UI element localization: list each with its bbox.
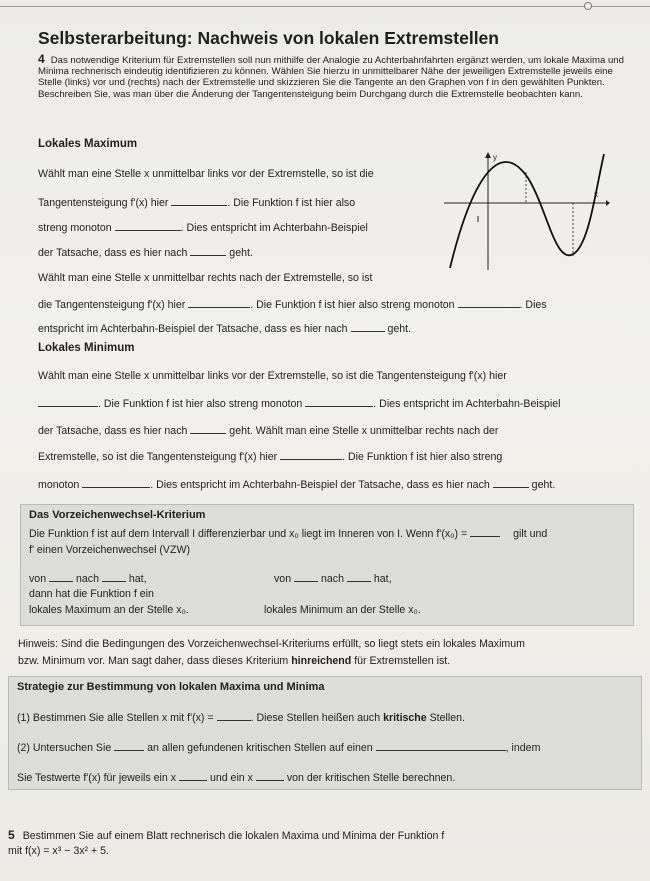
blank-min-slope-right[interactable] bbox=[280, 450, 342, 460]
minimum-line-5-c: geht. bbox=[531, 479, 556, 491]
vzw-line-5-right: lokales Minimum an der Stelle x₀. bbox=[264, 604, 421, 616]
blank-min-monotony-left[interactable] bbox=[305, 397, 373, 407]
strategy-step-2-b: an allen gefundenen kritischen Stellen auf einen bbox=[147, 742, 373, 754]
maximum-line-7-b: geht. bbox=[387, 323, 412, 335]
vzw-line-1 bbox=[29, 527, 547, 540]
strategy-box bbox=[8, 676, 642, 790]
blank-min-monotony-right[interactable] bbox=[82, 478, 150, 488]
blank-max-monotony-left[interactable] bbox=[115, 221, 181, 231]
minimum-line-3-a: der Tatsache, dass es hier nach bbox=[38, 425, 188, 437]
vzw-criterion-box bbox=[20, 504, 634, 626]
blank-criterion-name[interactable] bbox=[376, 741, 506, 751]
vzw-line-1-a: Die Funktion f ist auf dem Intervall I differenzierbar und x₀ liegt im Inneren von I. Wenn f'(x₀) = bbox=[29, 528, 468, 540]
minimum-line-2-b: . Dies entspricht im Achterbahn-Beispiel bbox=[373, 398, 561, 410]
minimum-line-2-a: . Die Funktion f ist hier also streng monoton bbox=[98, 398, 303, 410]
minimum-line-4 bbox=[38, 450, 502, 463]
minimum-line-3 bbox=[38, 424, 498, 437]
maximum-line-6-b: . Die Funktion f ist hier also streng monoton bbox=[250, 299, 455, 311]
function-graph bbox=[444, 148, 610, 270]
strategy-step-1 bbox=[17, 711, 465, 724]
blank-min-slope-left[interactable] bbox=[38, 397, 98, 407]
blank-vzw-derivative-value[interactable] bbox=[470, 527, 500, 537]
task-5-line-2: mit f(x) = x³ − 3x² + 5. bbox=[8, 845, 109, 857]
maximum-line-4 bbox=[38, 246, 253, 259]
strategy-step-1-d: Stellen. bbox=[429, 712, 465, 724]
blank-vzw-from-min[interactable] bbox=[294, 572, 318, 582]
minimum-line-3-b: geht. Wählt man eine Stelle x unmittelbar rechts nach der bbox=[229, 425, 499, 437]
maximum-line-6-c: . Dies bbox=[519, 299, 547, 311]
vzw-line-3-right bbox=[274, 572, 392, 585]
maximum-line-4-b: geht. bbox=[229, 247, 253, 259]
maximum-line-5: Wählt man eine Stelle x unmittelbar rechts nach der Extremstelle, so ist bbox=[38, 272, 373, 284]
maximum-line-1: Wählt man eine Stelle x unmittelbar links vor der Extremstelle, so ist die bbox=[38, 168, 374, 180]
header-rule bbox=[0, 6, 650, 7]
blank-min-direction-left[interactable] bbox=[190, 424, 226, 434]
maximum-heading: Lokales Maximum bbox=[38, 138, 138, 150]
strategy-step-3-b: und ein x bbox=[209, 772, 253, 784]
x-axis-arrow-icon bbox=[606, 200, 610, 206]
blank-critical-value[interactable] bbox=[217, 711, 251, 721]
header-bullet-icon bbox=[584, 2, 592, 10]
maximum-line-7-a: entspricht im Achterbahn-Beispiel der Tatsache, dass es hier nach bbox=[38, 323, 348, 335]
maximum-line-7 bbox=[38, 322, 411, 335]
strategy-keyword-kritische: kritische bbox=[383, 712, 427, 724]
minimum-line-2 bbox=[38, 397, 561, 410]
blank-max-slope-left[interactable] bbox=[171, 196, 227, 206]
minimum-heading: Lokales Minimum bbox=[38, 342, 135, 354]
strategy-heading: Strategie zur Bestimmung von lokalen Maxima und Minima bbox=[17, 681, 325, 693]
hint-keyword-hinreichend: hinreichend bbox=[291, 655, 352, 667]
blank-min-direction-right[interactable] bbox=[493, 478, 529, 488]
maximum-line-6-a: die Tangentensteigung f'(x) hier bbox=[38, 299, 186, 311]
maximum-line-6 bbox=[38, 298, 547, 311]
vzw-hat-left: hat, bbox=[128, 573, 147, 585]
vzw-hat-right: hat, bbox=[373, 573, 392, 585]
task-5-text: Bestimmen Sie auf einem Blatt rechnerisch die lokalen Maxima und Minima der Funktion f bbox=[22, 830, 445, 842]
page-title: Selbsterarbeitung: Nachweis von lokalen Extremstellen bbox=[38, 28, 499, 48]
maximum-line-2-a: Tangentensteigung f'(x) hier bbox=[38, 197, 169, 209]
vzw-nach-right: nach bbox=[321, 573, 344, 585]
strategy-step-1-b: . Diese Stellen heißen auch bbox=[250, 712, 381, 724]
blank-function-to-check[interactable] bbox=[114, 741, 144, 751]
hint-line-2 bbox=[18, 655, 450, 667]
vzw-line-4: dann hat die Funktion f ein bbox=[29, 588, 154, 600]
x-axis-label: x bbox=[594, 190, 598, 199]
minimum-line-5-a: monoton bbox=[38, 479, 80, 491]
blank-max-monotony-right[interactable] bbox=[458, 298, 520, 308]
function-curve bbox=[450, 154, 604, 268]
strategy-step-2-c: , indem bbox=[505, 742, 541, 754]
vzw-von-right: von bbox=[274, 573, 292, 585]
vzw-line-5-left: lokales Maximum an der Stelle x₀. bbox=[29, 604, 189, 616]
task-5-line-1 bbox=[8, 828, 444, 842]
task-4-number: 4 bbox=[38, 52, 45, 66]
strategy-step-3-a: Sie Testwerte f'(x) für jeweils ein x bbox=[17, 772, 177, 784]
blank-vzw-to-max[interactable] bbox=[102, 572, 126, 582]
minimum-line-5 bbox=[38, 478, 555, 491]
vzw-line-2: f' einen Vorzeichenwechsel (VZW) bbox=[29, 544, 190, 556]
hint-line-2-c: für Extremstellen ist. bbox=[354, 655, 451, 667]
maximum-line-3 bbox=[38, 221, 368, 234]
vzw-nach-left: nach bbox=[76, 573, 99, 585]
strategy-step-3 bbox=[17, 771, 455, 784]
vzw-line-1-b: gilt und bbox=[513, 528, 548, 540]
maximum-line-4-a: der Tatsache, dass es hier nach bbox=[38, 247, 188, 259]
hint-line-2-a: bzw. Minimum vor. Man sagt daher, dass dieses Kriterium bbox=[18, 655, 289, 667]
minimum-line-5-b: . Dies entspricht im Achterbahn-Beispiel der Tatsache, dass es hier nach bbox=[150, 479, 490, 491]
strategy-step-2 bbox=[17, 741, 540, 754]
strategy-step-1-a: (1) Bestimmen Sie alle Stellen x mit f'(x) = bbox=[17, 712, 214, 724]
blank-max-direction-left[interactable] bbox=[190, 246, 226, 256]
vzw-heading: Das Vorzeichenwechsel-Kriterium bbox=[29, 509, 206, 521]
blank-max-direction-right[interactable] bbox=[351, 322, 385, 332]
strategy-step-3-c: von der kritischen Stelle berechnen. bbox=[286, 772, 456, 784]
vzw-von-left: von bbox=[29, 573, 47, 585]
vzw-line-3-left bbox=[29, 572, 147, 585]
maximum-line-2 bbox=[38, 196, 355, 209]
y-axis-arrow-icon bbox=[485, 152, 491, 158]
minimum-line-4-a: Extremstelle, so ist die Tangentensteigung f'(x) hier bbox=[38, 451, 278, 463]
blank-vzw-from-max[interactable] bbox=[49, 572, 73, 582]
hint-line-1: Hinweis: Sind die Bedingungen des Vorzeichenwechsel-Kriteriums erfüllt, so liegt stets ein lokales Maximum bbox=[18, 638, 525, 650]
task-4-intro bbox=[38, 54, 628, 100]
blank-test-right[interactable] bbox=[256, 771, 284, 781]
maximum-line-3-a: streng monoton bbox=[38, 222, 112, 234]
blank-vzw-to-min[interactable] bbox=[347, 572, 371, 582]
strategy-step-2-a: (2) Untersuchen Sie bbox=[17, 742, 112, 754]
y-axis-label: y bbox=[493, 153, 497, 162]
minimum-line-1: Wählt man eine Stelle x unmittelbar links vor der Extremstelle, so ist die Tangentensteigung f'(x) hier bbox=[38, 370, 507, 382]
minimum-line-4-b: . Die Funktion f ist hier also streng bbox=[342, 451, 503, 463]
blank-test-left[interactable] bbox=[179, 771, 207, 781]
maximum-line-2-b: . Die Funktion f ist hier also bbox=[227, 197, 356, 209]
task-4-text: Das notwendige Kriterium für Extremstellen soll nun mithilfe der Analogie zu Achterbahnfahrten ergänzt werden, um lokale Maxima und Minima rechnerisch eindeutig identifizieren zu können. Wählen Sie hierzu in unmittelbarer Nähe der jeweiligen Extremstelle jeweils eine Stelle (links) vor und (rechts) nach der Extremstelle und skizzieren Sie die Tangente an den Graphen von f in den gewählten Punkten. Beschreiben Sie, was man über die Änderung der Tangentensteigung beim Durchgang durch die Extremstelle beobachten kann. bbox=[38, 55, 624, 100]
blank-max-slope-right[interactable] bbox=[188, 298, 250, 308]
task-5-number: 5 bbox=[8, 828, 15, 842]
maximum-line-3-b: . Dies entspricht im Achterbahn-Beispiel bbox=[180, 222, 368, 234]
